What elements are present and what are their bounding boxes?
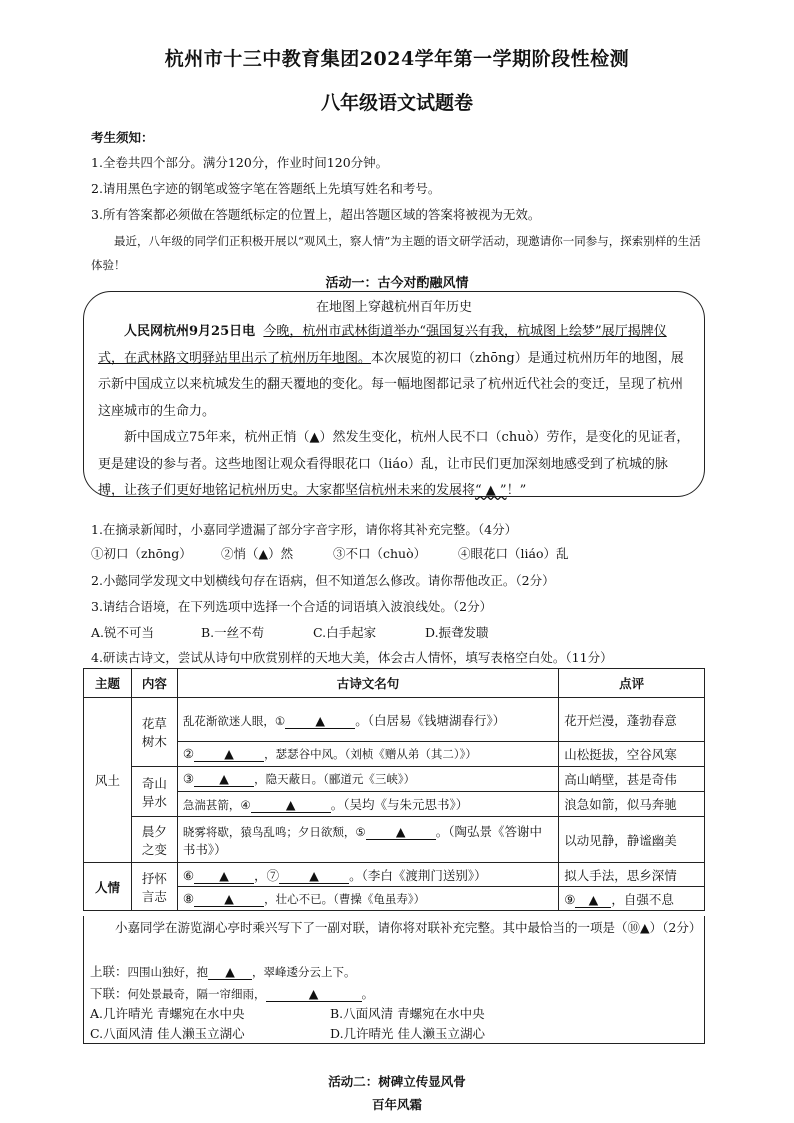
quote-cell: ⑥ ▲ ，⑦ ▲ 。（李白《渡荆门送别》）	[177, 863, 558, 887]
header-theme: 主题	[84, 669, 132, 698]
table-row	[84, 767, 705, 792]
comment-cell: 山松挺拔，空谷风寒	[559, 742, 705, 767]
quote-cell: ⑧ ▲ ，壮心不已。（曹操《龟虽寿》）	[177, 887, 558, 911]
exam-title: 杭州市十三中教育集团2024学年第一学期阶段性检测	[164, 48, 630, 70]
table-row	[84, 792, 705, 817]
answer-blank[interactable]: ▲	[194, 771, 254, 787]
news-body	[98, 319, 692, 505]
q3-option: C.白手起家	[313, 625, 377, 640]
table-row	[84, 742, 705, 767]
answer-blank[interactable]: ▲	[366, 824, 436, 840]
exam-subtitle: 八年级语文试题卷	[320, 92, 473, 114]
table-row	[84, 817, 705, 863]
question-3: 3.请结合语境，在下列选项中选择一个合适的词语填入波浪线处。（2分）	[91, 599, 493, 614]
activity1-title: 活动一：古今对酌融风情	[325, 276, 469, 291]
notice-item-1: 1.全卷共四个部分。满分120分，作业时间120分钟。	[91, 155, 389, 170]
quote-cell: 急湍甚箭，④ ▲ 。（吴均《与朱元思书》）	[177, 792, 558, 817]
answer-blank[interactable]: ▲	[266, 986, 362, 1002]
q3-option: B.一丝不苟	[201, 625, 265, 640]
q3-option: D.振聋发聩	[425, 625, 489, 640]
q1-item: ③不口（chuò）	[333, 546, 427, 561]
header-comment: 点评	[559, 669, 705, 698]
couplet-option-b: B.八面风清 青螺宛在水中央	[330, 1006, 485, 1021]
news-paragraph-1	[98, 319, 692, 425]
couplet-upper: 上联：四围山独好，抱 ▲ ，翠峰逶分云上下。	[90, 964, 356, 979]
news-box-title: 在地图上穿越杭州百年历史	[315, 300, 472, 315]
header-content: 内容	[131, 669, 177, 698]
activity2-subtitle: 百年风霜	[371, 1097, 422, 1112]
news-paragraph-2	[98, 425, 692, 505]
quote-cell: ③ ▲ ，隐天蔽日。（郦道元《三峡》）	[177, 767, 558, 792]
content-cell: 奇山异水	[131, 767, 177, 817]
comment-cell: 拟人手法，思乡深情	[559, 863, 705, 887]
couplet-lower: 下联：何处景最奇，隔一帘细雨， ▲ 。	[90, 986, 375, 1001]
question-3-options	[91, 623, 711, 641]
question-1-items	[91, 544, 711, 562]
comment-cell: 花开烂漫，蓬勃春意	[559, 698, 705, 742]
wavy-blank: “ ▲ ”	[475, 483, 507, 498]
answer-blank[interactable]: ▲	[208, 964, 252, 980]
couplet-option-a: A.几许晴光 青螺宛在水中央	[90, 1006, 245, 1021]
news-box	[83, 291, 705, 497]
table-header-row	[84, 669, 705, 698]
underlined-sentence: 今晚，杭州市武林街道举办“强国复兴有我，杭城图上绘梦”展厅揭牌仪式，在武林路文明驿站里出示了杭州历年地图。	[98, 324, 667, 366]
news-text-end: ！”	[506, 483, 527, 498]
answer-blank[interactable]: ▲	[285, 713, 355, 729]
answer-blank[interactable]: ▲	[194, 746, 264, 762]
couplet-box	[83, 916, 705, 1044]
content-cell: 抒怀言志	[131, 863, 177, 911]
quote-cell: 乱花渐欲迷人眼，① ▲ 。（白居易《钱塘湖春行》）	[177, 698, 558, 742]
notice-heading: 考生须知：	[91, 130, 154, 145]
table-row	[84, 887, 705, 911]
poetry-table	[83, 668, 705, 911]
news-text-2: 新中国成立75年来，杭州正悄（▲）然发生变化，杭州人民不口（chuò）劳作，是变化的见证者，更是建设的参与者。这些地图让观众看得眼花口（liáo）乱，让市民们更加深刻地感受到了杭城的脉搏，让孩子们更好地铭记杭州历史。大家都坚信杭州未来的发展将	[98, 430, 690, 498]
comment-cell: 高山峭壁，甚是奇伟	[559, 767, 705, 792]
answer-blank[interactable]: ▲	[194, 891, 264, 907]
q1-item: ①初口（zhōng）	[91, 546, 192, 561]
couplet-prompt: 小嘉同学在游览湖心亭时乘兴写下了一副对联，请你将对联补充完整。其中最恰当的一项是（⑩▲）（2分）	[115, 920, 702, 935]
news-text-1: 本次展览的初口（zhōng）是通过杭州历年的地图，展示新中国成立以来杭城发生的翻天覆地的变化。每一幅地图都记录了杭州近代社会的变迁，呈现了杭州这座城市的生命力。	[98, 350, 684, 419]
quote-cell: 晓雾将歇，猿鸟乱鸣；夕日欲颓，⑤ ▲ 。（陶弘景《答谢中书书》）	[177, 817, 558, 863]
question-4: 4.研读古诗文，尝试从诗句中欣赏别样的天地大美，体会古人情怀，填写表格空白处。（11分）	[91, 650, 613, 665]
answer-blank[interactable]: ▲	[194, 868, 254, 884]
q1-item: ②悄（▲）然	[221, 546, 294, 561]
quote-cell: ② ▲ ，瑟瑟谷中风。（刘桢《赠从弟（其二）》）	[177, 742, 558, 767]
activity-intro: 最近，八年级的同学们正积极开展以“观风土，察人情”为主题的语文研学活动，现邀请你一同参与，探索别样的生活体验！	[91, 234, 701, 272]
answer-blank[interactable]: ▲	[251, 797, 331, 813]
content-cell: 花草树木	[131, 698, 177, 767]
content-cell: 晨夕之变	[131, 817, 177, 863]
notice-item-2: 2.请用黑色字迹的钢笔或签字笔在答题纸上先填写姓名和考号。	[91, 181, 441, 196]
couplet-option-d: D.几许晴光 佳人濑玉立湖心	[330, 1026, 486, 1041]
q3-option: A.锐不可当	[91, 625, 155, 640]
answer-blank[interactable]: ▲	[279, 868, 349, 884]
news-dateline: 人民网杭州9月25日电	[124, 324, 256, 339]
couplet-option-c: C.八面风清 佳人濑玉立湖心	[90, 1026, 245, 1041]
activity2-title: 活动二：树碑立传显风骨	[328, 1074, 466, 1089]
q1-item: ④眼花口（liáo）乱	[458, 546, 569, 561]
answer-blank[interactable]: ▲	[575, 892, 611, 908]
comment-cell: 以动见静，静谧幽美	[559, 817, 705, 863]
question-2: 2.小懿同学发现文中划横线句存在语病，但不知道怎么修改。请你帮他改正。（2分）	[91, 573, 555, 588]
question-1: 1.在摘录新闻时，小嘉同学遗漏了部分字音字形，请你将其补充完整。（4分）	[91, 522, 518, 537]
table-row	[84, 863, 705, 887]
theme-renqing: 人情	[84, 863, 132, 911]
comment-cell: 浪急如箭，似马奔驰	[559, 792, 705, 817]
notice-item-3: 3.所有答案都必须做在答题纸标定的位置上，超出答题区域的答案将被视为无效。	[91, 207, 541, 222]
header-quote: 古诗文名句	[177, 669, 558, 698]
comment-cell: ⑨ ▲ ，自强不息	[559, 887, 705, 911]
table-row	[84, 698, 705, 742]
theme-fengtu: 风土	[84, 698, 132, 863]
